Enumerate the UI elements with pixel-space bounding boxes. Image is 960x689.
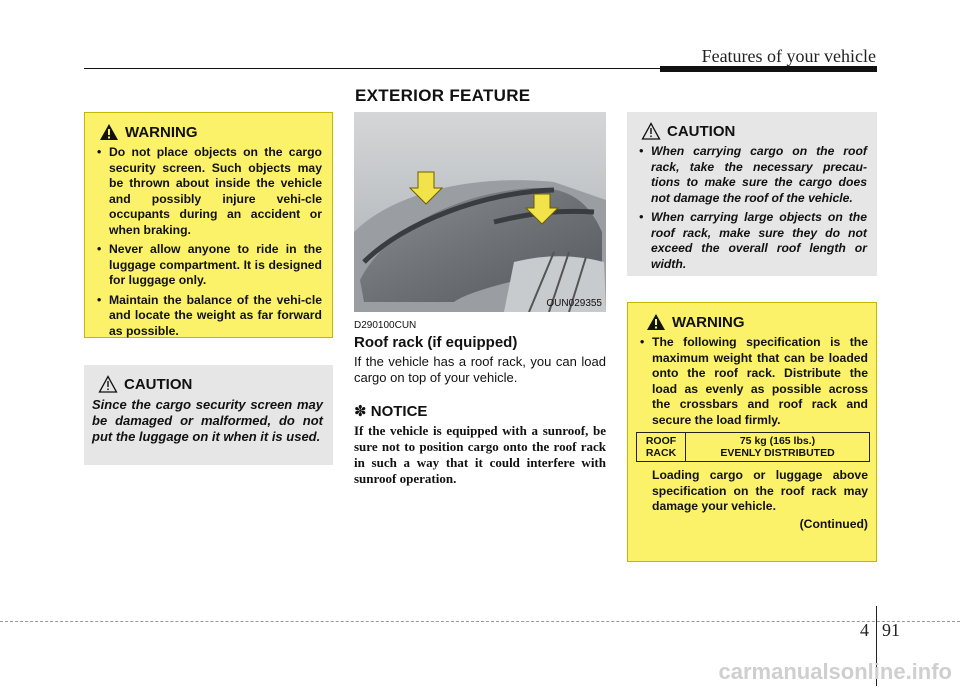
car-roof-illustration	[354, 112, 606, 312]
right-caution-list	[635, 144, 867, 272]
right-warning-title: WARNING	[672, 313, 745, 331]
roof-rack-photo	[354, 112, 606, 312]
page-header-title: Features of your vehicle	[701, 46, 876, 66]
notice-symbol-icon: ✽	[354, 403, 367, 420]
footer-rule	[0, 621, 960, 622]
left-warning-title: WARNING	[125, 123, 198, 141]
section-title: EXTERIOR FEATURE	[355, 86, 531, 105]
spec-value-line: 75 kg (165 lbs.)	[739, 435, 816, 447]
doc-code: D290100CUN	[354, 320, 417, 331]
header-bar	[660, 66, 877, 72]
list-item: • Do not place objects on the cargo security screen. Such objects may be thrown about inside the vehicle and possibly injure vehi-cle occupants during an accident or when braking.	[93, 145, 322, 238]
caution-triangle-icon	[641, 122, 661, 140]
left-caution-text: Since the cargo security screen may be damaged or malformed, do not put the luggage on it when it is used.	[92, 397, 323, 444]
photo-code: OUN029355	[546, 298, 602, 309]
roof-rack-body: If the vehicle has a roof rack, you can load cargo on top of your vehicle.	[354, 354, 606, 385]
caution-triangle-icon	[98, 375, 118, 393]
list-item: • Never allow anyone to ride in the luggage compartment. It is designed for luggage only.	[93, 242, 322, 289]
right-caution-title: CAUTION	[667, 122, 736, 140]
spec-label-line: ROOF	[645, 435, 677, 447]
roof-rack-heading: Roof rack (if equipped)	[354, 334, 518, 351]
list-item: • Maintain the balance of the vehi-cle and locate the weight as far forward as possible.	[93, 293, 322, 340]
right-caution-header	[635, 122, 867, 140]
continued-label: (Continued)	[799, 516, 868, 531]
notice-title: NOTICE	[370, 403, 428, 420]
left-caution-box	[84, 365, 333, 465]
left-warning-list	[93, 145, 322, 339]
spec-value-line: EVENLY DISTRIBUTED	[720, 447, 835, 459]
left-warning-header	[93, 123, 322, 141]
warning-triangle-icon	[99, 123, 119, 141]
left-warning-box	[84, 112, 333, 338]
right-caution-box	[627, 112, 877, 276]
table-row	[637, 433, 870, 462]
right-warning-box	[627, 302, 877, 562]
list-item: • The following specification is the maximum weight that can be loaded onto the roof rack. Distribute the load as evenly as possible across the crossbars and roof rack and secure the load firmly.	[636, 335, 868, 428]
right-warning-list	[636, 335, 868, 428]
right-warning-after-text: Loading cargo or luggage above specification on the roof rack may damage your vehicle.	[652, 468, 868, 513]
page-number: 91	[882, 620, 900, 640]
watermark: carmanualsonline.info	[718, 659, 952, 684]
list-item: • When carrying large objects on the roof rack, make sure they do not exceed the overall roof length or width.	[635, 210, 867, 272]
spec-label-line: RACK	[645, 447, 677, 459]
notice-text: If the vehicle is equipped with a sunroof, be sure not to position cargo onto the roof rack in such a way that it could interfere with sunroof operation.	[354, 423, 606, 486]
list-item: • When carrying cargo on the roof rack, take the necessary precau-tions to make sure the cargo does not damage the roof of the vehicle.	[635, 144, 867, 206]
spec-value-cell	[686, 433, 870, 462]
spec-label-cell	[637, 433, 686, 462]
notice-header	[354, 402, 427, 420]
left-caution-header	[92, 375, 323, 393]
right-warning-header	[636, 313, 868, 331]
warning-triangle-icon	[646, 313, 666, 331]
left-caution-title: CAUTION	[124, 375, 193, 393]
header-rule	[84, 68, 660, 69]
chapter-number: 4	[860, 620, 869, 640]
roof-rack-spec-table	[636, 432, 870, 462]
